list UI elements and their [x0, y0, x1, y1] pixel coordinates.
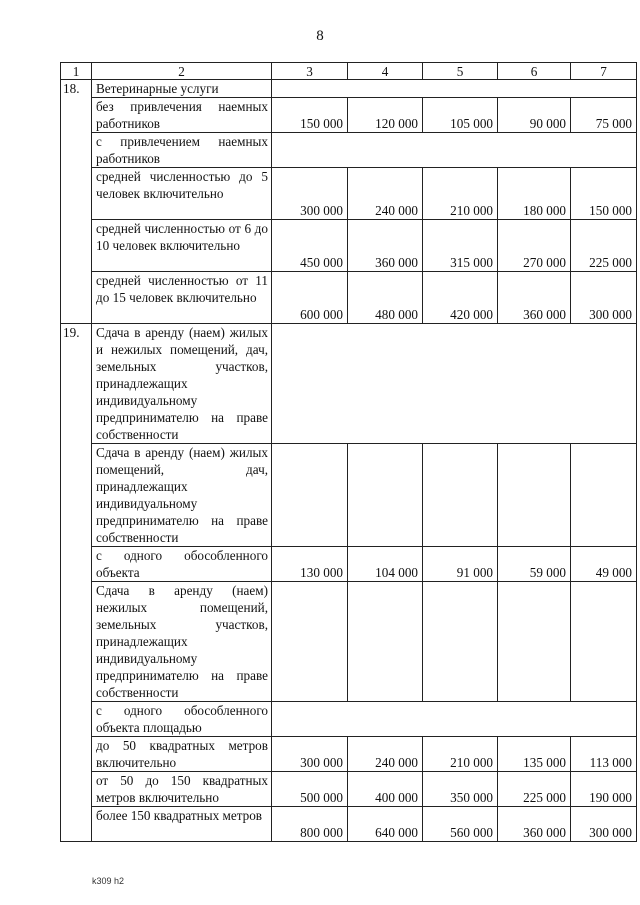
row-description: от 50 до 150 квадратных метров включительно	[92, 772, 272, 807]
value-cell: 190 000	[571, 772, 637, 807]
value-cell: 49 000	[571, 547, 637, 582]
table-row	[61, 220, 637, 272]
row-description: средней численностью до 5 человек включительно	[92, 168, 272, 220]
value-cell: 350 000	[423, 772, 498, 807]
value-cell: 360 000	[498, 807, 571, 842]
table-row	[61, 737, 637, 772]
value-cell: 75 000	[571, 98, 637, 133]
value-cell: 420 000	[423, 272, 498, 324]
value-cell: 240 000	[348, 737, 423, 772]
value-cell: 240 000	[348, 168, 423, 220]
row-description: Ветеринарные услуги	[92, 80, 272, 98]
value-cell: 270 000	[498, 220, 571, 272]
header-cell: 4	[348, 63, 423, 80]
value-cell: 300 000	[571, 807, 637, 842]
value-cell: 91 000	[423, 547, 498, 582]
header-cell: 7	[571, 63, 637, 80]
header-cell: 2	[92, 63, 272, 80]
row-description: с одного обособленного объекта площадью	[92, 702, 272, 737]
row-description: средней численностью от 11 до 15 человек включительно	[92, 272, 272, 324]
page-number: 8	[316, 28, 324, 44]
value-cell: 90 000	[498, 98, 571, 133]
value-cell: 300 000	[571, 272, 637, 324]
row-description: до 50 квадратных метров включительно	[92, 737, 272, 772]
table-row	[61, 547, 637, 582]
value-cell: 135 000	[498, 737, 571, 772]
value-cell: 225 000	[571, 220, 637, 272]
header-cell: 1	[61, 63, 92, 80]
value-cell: 560 000	[423, 807, 498, 842]
table-row	[61, 133, 637, 168]
value-cell: 120 000	[348, 98, 423, 133]
value-cell: 360 000	[498, 272, 571, 324]
empty-cell	[423, 444, 498, 547]
value-cell: 360 000	[348, 220, 423, 272]
value-cell: 105 000	[423, 98, 498, 133]
value-cell: 150 000	[571, 168, 637, 220]
row-number: 19.	[61, 324, 92, 842]
value-cell: 600 000	[272, 272, 348, 324]
row-number: 18.	[61, 80, 92, 324]
empty-cell	[498, 444, 571, 547]
table-row	[61, 772, 637, 807]
table-header-row	[61, 63, 637, 80]
header-cell: 6	[498, 63, 571, 80]
value-cell: 300 000	[272, 168, 348, 220]
empty-cell	[272, 444, 348, 547]
value-cell: 480 000	[348, 272, 423, 324]
empty-cell	[571, 444, 637, 547]
row-description: средней численностью от 6 до 10 человек включительно	[92, 220, 272, 272]
value-cell: 400 000	[348, 772, 423, 807]
empty-span-cell	[272, 133, 637, 168]
value-cell: 315 000	[423, 220, 498, 272]
empty-cell	[423, 582, 498, 702]
row-description: без привлечения наемных работников	[92, 98, 272, 133]
row-description: более 150 квадратных метров	[92, 807, 272, 842]
table-row	[61, 98, 637, 133]
empty-span-cell	[272, 324, 637, 444]
row-description: с одного обособленного объекта	[92, 547, 272, 582]
table-row	[61, 324, 637, 444]
table-row	[61, 272, 637, 324]
table-row	[61, 807, 637, 842]
value-cell: 300 000	[272, 737, 348, 772]
table-row	[61, 80, 637, 98]
document-code: k309 h2	[92, 876, 125, 886]
tax-rate-table	[60, 62, 637, 842]
value-cell: 59 000	[498, 547, 571, 582]
row-description: Сдача в аренду (наем) нежилых помещений, земельных участков, принадлежащих индивидуальному предпринимателю на праве собственности	[92, 582, 272, 702]
value-cell: 500 000	[272, 772, 348, 807]
value-cell: 150 000	[272, 98, 348, 133]
table-row	[61, 582, 637, 702]
empty-span-cell	[272, 702, 637, 737]
value-cell: 180 000	[498, 168, 571, 220]
table-row	[61, 168, 637, 220]
row-description: с привлечением наемных работников	[92, 133, 272, 168]
value-cell: 104 000	[348, 547, 423, 582]
value-cell: 450 000	[272, 220, 348, 272]
empty-cell	[272, 582, 348, 702]
value-cell: 210 000	[423, 168, 498, 220]
empty-cell	[348, 444, 423, 547]
header-cell: 5	[423, 63, 498, 80]
value-cell: 225 000	[498, 772, 571, 807]
value-cell: 210 000	[423, 737, 498, 772]
empty-span-cell	[272, 80, 637, 98]
empty-cell	[571, 582, 637, 702]
header-cell: 3	[272, 63, 348, 80]
value-cell: 800 000	[272, 807, 348, 842]
value-cell: 640 000	[348, 807, 423, 842]
row-description: Сдача в аренду (наем) жилых и нежилых помещений, дач, земельных участков, принадлежащих индивидуальному предпринимателю на праве собственности	[92, 324, 272, 444]
table-row	[61, 702, 637, 737]
empty-cell	[498, 582, 571, 702]
table-row	[61, 444, 637, 547]
row-description: Сдача в аренду (наем) жилых помещений, дач, принадлежащих индивидуальному предпринимателю на праве собственности	[92, 444, 272, 547]
value-cell: 113 000	[571, 737, 637, 772]
value-cell: 130 000	[272, 547, 348, 582]
empty-cell	[348, 582, 423, 702]
